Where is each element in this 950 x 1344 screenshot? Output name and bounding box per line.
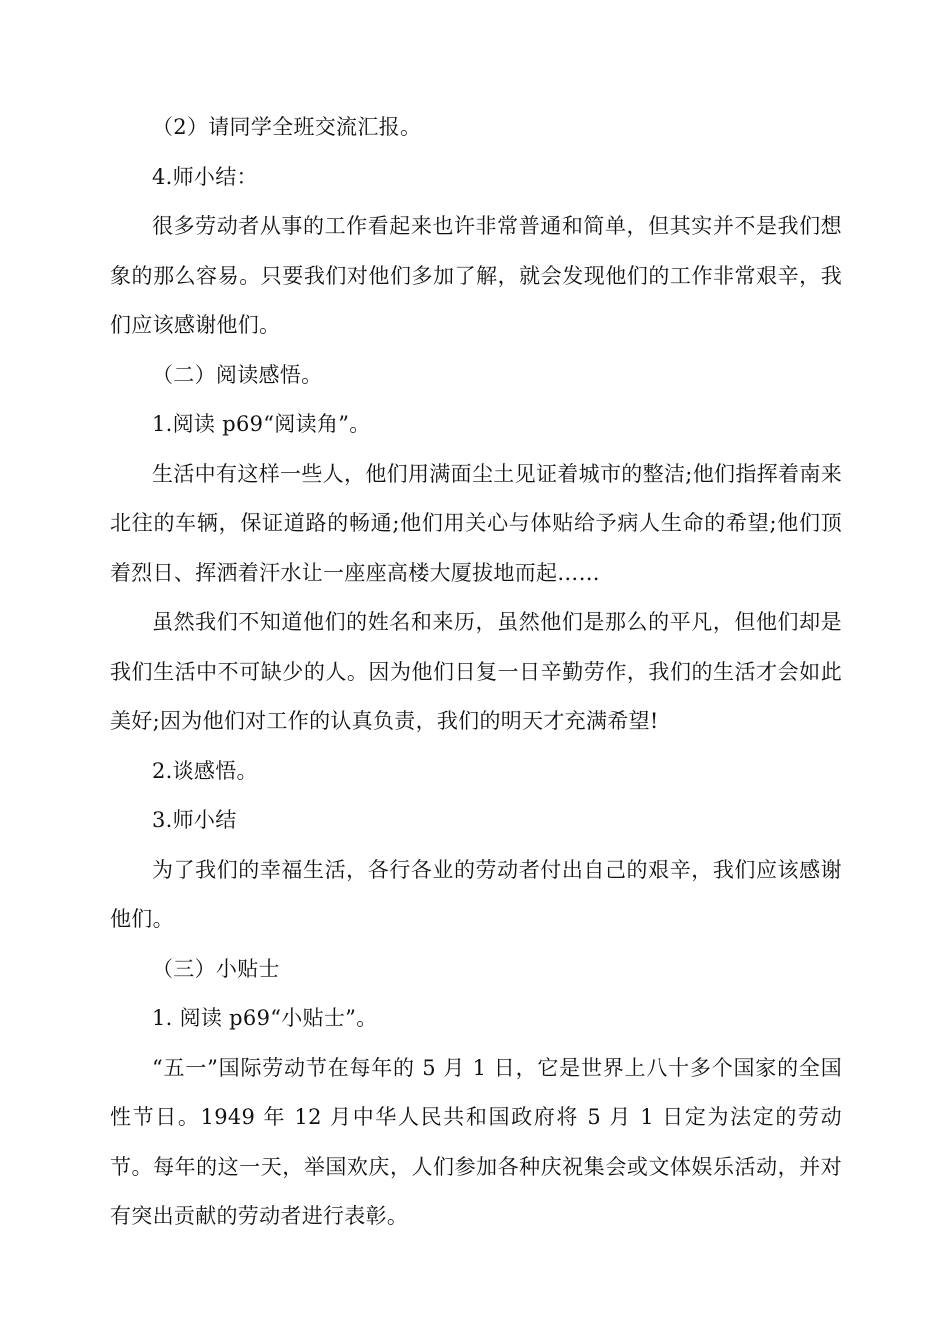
paragraph-discuss: 2.谈感悟。: [152, 758, 258, 783]
document-body: [110, 103, 842, 1242]
paragraph-teacher-summary-2: 为了我们的幸福生活，各行各业的劳动者付出自己的艰辛，我们应该感谢他们。: [110, 857, 842, 931]
paragraph-teacher-summary: 很多劳动者从事的工作看起来也许非常普通和简单，但其实并不是我们想象的那么容易。只要我们对他们多加了解，就会发现他们的工作非常艰辛，我们应该感谢他们。: [110, 214, 842, 337]
section-heading-reading: （二）阅读感悟。: [152, 362, 323, 387]
paragraph-workers-description: 生活中有这样一些人，他们用满面尘土见证着城市的整洁;他们指挥着南来北往的车辆，保证道路的畅通;他们用关心与体贴给予病人生命的希望;他们顶着烈日、挥洒着汗水让一座座高楼大厦拔地而起……: [110, 461, 842, 585]
paragraph-tips-reading: 1. 阅读 p69“小贴士”。: [152, 1006, 378, 1030]
paragraph-labor-day: “五一”国际劳动节在每年的 5 月 1 日，它是世界上八十多个国家的全国性节日。1949 年 12 月中华人民共和国政府将 5 月 1 日定为法定的劳动节。每年的这一天，举国欢庆，人们参加各种庆祝集会或文体娱乐活动，并对有突出贡献的劳动者进行表彰。: [110, 1055, 842, 1228]
section-heading-tips: （三）小贴士: [152, 956, 280, 981]
paragraph-class-report: （2）请同学全班交流汇报。: [152, 115, 422, 139]
paragraph-teacher-summary-heading: 4.师小结：: [152, 164, 258, 189]
paragraph-teacher-summary-2-heading: 3.师小结: [152, 808, 237, 832]
paragraph-workers-importance: 虽然我们不知道他们的姓名和来历，虽然他们是那么的平凡，但他们却是我们生活中不可缺少的人。因为他们日复一日辛勤劳作，我们的生活才会如此美好;因为他们对工作的认真负责，我们的明天才充满希望!: [110, 610, 842, 733]
paragraph-reading-corner: 1.阅读 p69“阅读角”。: [152, 412, 371, 436]
